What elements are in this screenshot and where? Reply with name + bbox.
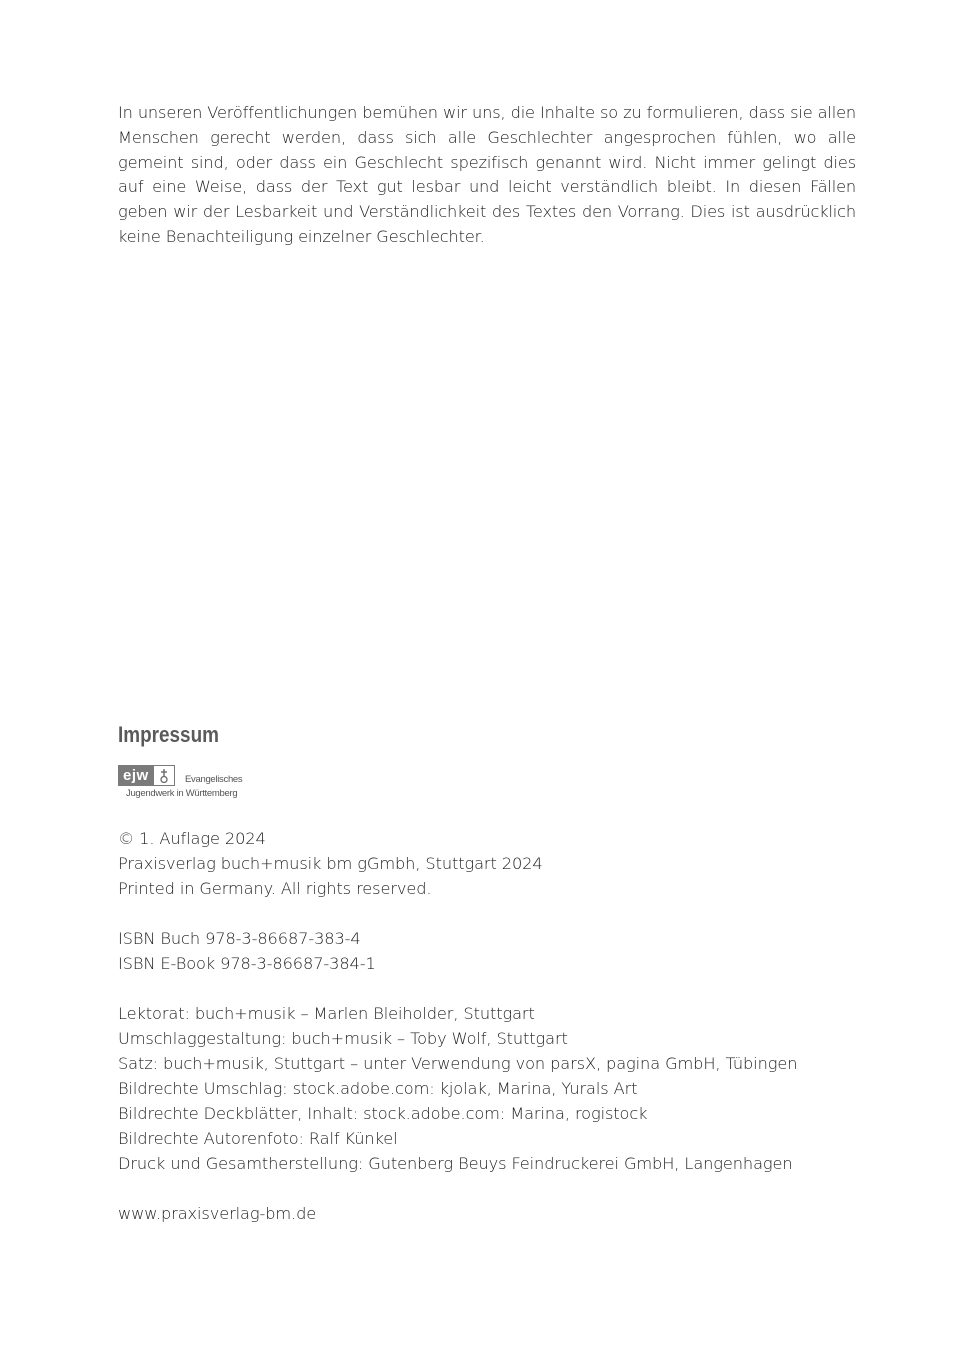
gender-notice-paragraph: In unseren Veröffentlichungen bemühen wir uns, die Inhalte so zu formulieren, dass sie allen Menschen gerecht werden, dass sich alle Geschlechter angesprochen fühlen, wo alle gemeint sind, oder dass ein Geschlecht spezifisch genannt wird. Nicht immer gelingt dies auf eine Weise, dass der Text gut lesbar und leicht verständlich bleibt. In diesen Fällen geben wir der Lesbarkeit und Verständlichkeit des Textes den Vorrang. Dies ist ausdrücklich keine Benachteiligung einzelner Geschlechter. xyxy=(118,103,856,246)
edition-line: Praxisverlag buch+musik bm gGmbh, Stuttgart 2024 xyxy=(118,854,543,873)
credits-block xyxy=(118,1001,797,1176)
credit-line: Bildrechte Autorenfoto: Ralf Künkel xyxy=(118,1129,398,1148)
logo-line-1: Evangelisches xyxy=(185,774,243,785)
isbn-line: ISBN Buch 978-3-86687-383-4 xyxy=(118,929,361,948)
website-url: www.praxisverlag-bm.de xyxy=(118,1204,317,1223)
isbn-block xyxy=(118,926,376,976)
logo-abbr: ejw xyxy=(119,766,154,785)
credit-line: Bildrechte Umschlag: stock.adobe.com: kjolak, Marina, Yurals Art xyxy=(118,1079,638,1098)
cross-emblem-icon xyxy=(154,766,174,785)
logo-line-2: Jugendwerk in Württemberg xyxy=(126,788,238,799)
credit-line: Lektorat: buch+musik – Marlen Bleiholder, Stuttgart xyxy=(118,1004,535,1023)
impressum-heading: Impressum xyxy=(118,722,219,747)
ejw-logo xyxy=(118,765,243,803)
edition-line: © 1. Auflage 2024 xyxy=(118,829,266,848)
credit-line: Bildrechte Deckblätter, Inhalt: stock.adobe.com: Marina, rogistock xyxy=(118,1104,648,1123)
edition-line: Printed in Germany. All rights reserved. xyxy=(118,879,432,898)
credit-line: Satz: buch+musik, Stuttgart – unter Verwendung von parsX, pagina GmbH, Tübingen xyxy=(118,1054,798,1073)
isbn-line: ISBN E-Book 978-3-86687-384-1 xyxy=(118,954,376,973)
logo-box xyxy=(118,765,175,786)
credit-line: Druck und Gesamtherstellung: Gutenberg Beuys Feindruckerei GmbH, Langenhagen xyxy=(118,1154,793,1173)
website-block xyxy=(118,1201,316,1226)
credit-line: Umschlaggestaltung: buch+musik – Toby Wolf, Stuttgart xyxy=(118,1029,568,1048)
edition-block xyxy=(118,826,543,901)
